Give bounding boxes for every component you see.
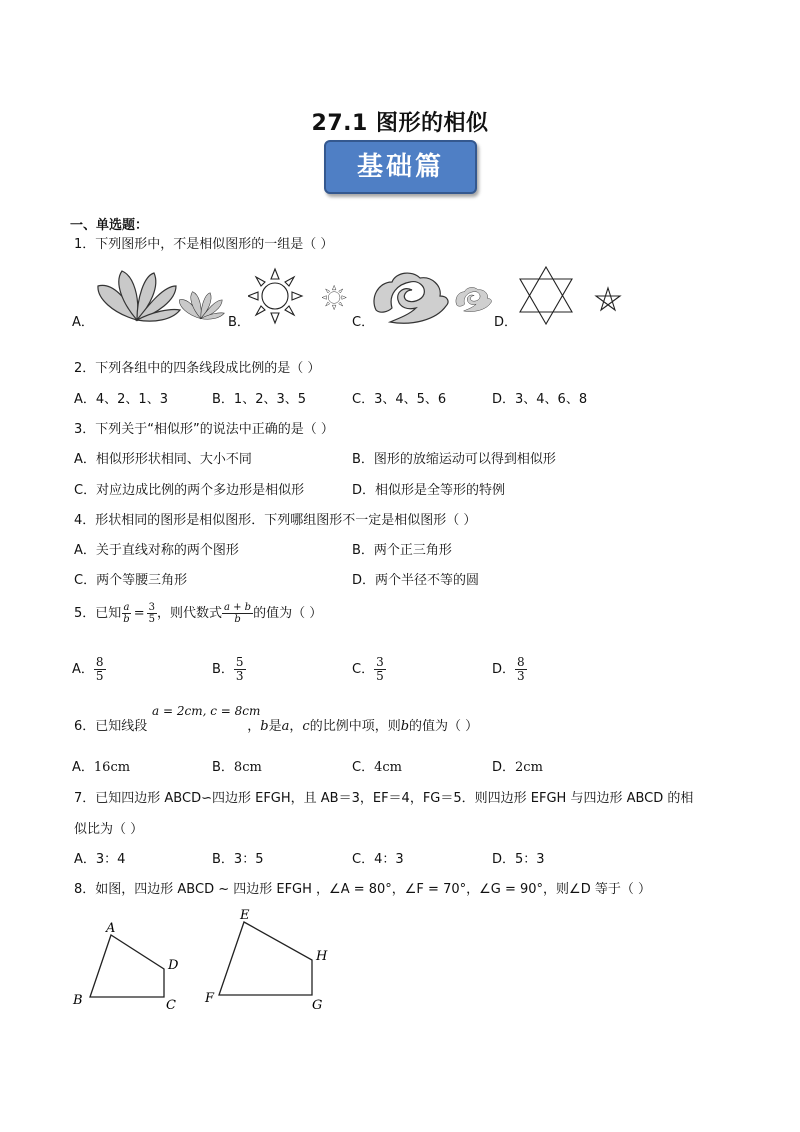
q5-middle: ，则代数式 [156,605,222,621]
q5-option-c-letter: C． [352,661,375,677]
q4-option-d: D．两个半径不等的圆 [352,573,480,588]
q5-option-c-num: 3 [376,655,384,669]
q6-prefix: 6．已知线段 [74,719,148,734]
q6-var-a: a [281,719,290,734]
q5-expression [222,602,253,625]
q1-stem: 1．下列图形中，不是相似图形的一组是（ ） [74,237,334,252]
q5-given-eq: = [133,605,145,621]
q5-option-c-den: 5 [376,669,384,683]
q5-option-a-letter: A． [72,661,94,677]
q3-option-c: C．对应边成比例的两个多边形是相似形 [74,483,305,498]
q5-option-d [492,656,527,683]
q1-figure-b-suns [248,266,358,328]
q5-given-num: a [123,602,130,613]
q6-mid3: 的比例中项，则 [309,719,401,734]
quadrilateral-efgh [219,922,312,995]
q6-option-a [72,760,130,776]
q6-option-c [352,760,402,776]
q6-var-b2: b [400,719,410,734]
fig1-label-d: D [168,958,179,973]
q4-option-c: C．两个等腰三角形 [74,573,188,588]
q5-given-fraction [121,602,131,625]
q5-option-b-fraction [234,656,246,683]
q3-option-b: B．图形的放缩运动可以得到相似形 [352,452,556,467]
q6-mid2: 是 [268,719,282,734]
fig2-label-e: E [240,908,250,923]
q2-option-d: D．3、4、6、8 [492,392,588,407]
q6-option-c-letter: C． [352,760,375,775]
q4-option-b: B．两个正三角形 [352,543,452,558]
quadrilateral-abcd [90,935,164,997]
q2-option-c: C．3、4、5、6 [352,392,447,407]
q7-option-d: D．5：3 [492,852,545,867]
q5-option-b-letter: B． [212,661,234,677]
q5-stem [74,602,322,625]
q5-option-b [212,656,246,683]
q6-var-b: b [260,719,269,734]
q3-option-a: A．相似形形状相同、大小不同 [74,452,252,467]
q5-option-c-fraction [374,656,386,683]
q6-option-d-value: 2cm [515,760,543,775]
q6-option-b-letter: B． [212,760,234,775]
q7-option-c: C．4：3 [352,852,404,867]
q6-given: a = 2cm, c = 8cm [152,704,261,718]
fig2-label-h: H [316,949,328,964]
q2-option-b: B．1、2、3、5 [212,392,307,407]
fig1-label-b: B [73,993,83,1008]
page-title: 27.1 图形的相似 [311,111,489,136]
q6-option-b [212,760,262,776]
q6-option-c-value: 4cm [374,760,402,775]
q1-figure-c-clouds [370,270,500,328]
q5-option-b-num: 5 [235,655,244,669]
q5-suffix: 的值为（ ） [253,605,323,621]
q1-figure-a-shells [92,268,227,328]
level-badge: 基础篇 [324,140,477,194]
q5-option-d-num: 8 [517,655,525,669]
q5-given-rnum: 3 [148,602,155,613]
q3-stem: 3．下列关于“相似形”的说法中正确的是（ ） [74,422,334,437]
q1-option-a: A． [72,315,94,330]
q2-stem: 2．下列各组中的四条线段成比例的是（ ） [74,361,321,376]
q5-option-d-den: 3 [517,669,525,683]
q5-option-d-fraction [515,656,527,683]
fig2-label-f: F [205,991,215,1006]
q6-stem [74,719,478,735]
q6-option-d-letter: D． [492,760,516,775]
q5-given-ratio [147,602,157,625]
fig2-label-g: G [312,998,323,1013]
q6-option-a-letter: A． [72,760,94,775]
q5-option-c [352,656,386,683]
q5-option-a [72,656,106,683]
q5-option-b-den: 3 [235,669,244,683]
q7-stem-line2: 似比为（ ） [74,822,144,837]
section-heading: 一、单选题： [70,218,149,233]
q1-option-b: B． [228,315,250,330]
q6-suffix: 的值为（ ） [409,719,479,734]
q5-option-d-letter: D． [492,661,516,677]
q5-prefix: 5．已知 [74,605,122,621]
q7-stem-line1: 7．已知四边形 ABCD∽四边形 EFGH，且 AB＝3，EF＝4，FG＝5．则四边形 EFGH 与四边形 ABCD 的相 [74,791,694,806]
fig1-label-c: C [166,998,176,1013]
q3-option-d: D．相似形是全等形的特例 [352,483,506,498]
q6-option-b-value: 8cm [233,760,262,775]
q1-figure-d-stars [516,264,628,328]
q6-option-d [492,760,543,776]
q5-option-a-den: 5 [95,669,104,683]
q6-option-a-value: 16cm [93,760,131,775]
fig1-label-a: A [106,921,116,936]
q8-figure [68,905,348,1015]
q7-option-a: A．3：4 [74,852,126,867]
q5-expr-num: a + b [223,602,252,613]
q2-option-a: A．4、2、1、3 [74,392,168,407]
q8-stem: 8．如图，四边形 ABCD ~ 四边形 EFGH ，∠A = 80°，∠F = 70°，∠G = 90°，则∠D 等于（ ） [74,882,651,897]
q6-comma: ， [289,719,303,734]
q1-option-d: D． [494,315,518,330]
q5-option-a-fraction [94,656,106,683]
q5-given-den: b [123,614,130,625]
q5-given-rden: 5 [148,614,155,625]
q5-expr-den: b [234,614,241,625]
q4-stem: 4．形状相同的图形是相似图形．下列哪组图形不一定是相似图形（ ） [74,513,477,528]
q1-option-c: C． [352,315,375,330]
q7-option-b: B．3：5 [212,852,264,867]
q6-var-c: c [302,719,310,734]
q4-option-a: A．关于直线对称的两个图形 [74,543,239,558]
q5-option-a-num: 8 [95,655,104,669]
q6-mid1: ， [247,719,261,734]
